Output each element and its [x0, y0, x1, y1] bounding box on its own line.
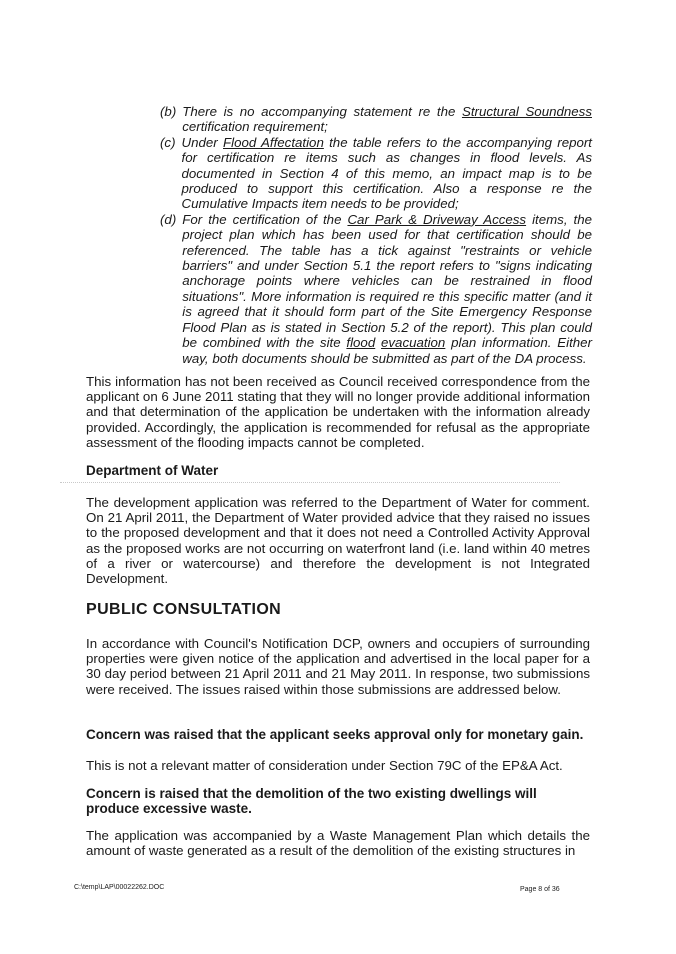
footer-file-path: C:\temp\LAP\00022262.DOC [74, 884, 165, 891]
list-item-d [160, 212, 592, 366]
concern-heading-2: Concern is raised that the demolition of the two existing dwellings will produce excessive waste. [86, 786, 537, 817]
paragraph-department-of-water: The development application was referred to the Department of Water for comment. On 21 April 2011, the Department of Water provided advice that they raised no issues to the proposed development and that it does not need a Controlled Activity Approval as the proposed works are not occurring on waterfront land (i.e. land within 40 metres of a river or watercourse) and therefore the development is not Integrated Development. [86, 495, 590, 587]
underlined-term: evacuation [381, 335, 446, 351]
underlined-term: flood [346, 335, 376, 351]
list-item-c [160, 135, 592, 212]
heading-divider [60, 482, 560, 483]
list-item-label: (d) [160, 211, 177, 227]
public-consultation-title: PUBLIC CONSULTATION [86, 601, 282, 618]
text-run: For the certification of the [182, 211, 348, 227]
concern-heading-1: Concern was raised that the applicant seeks approval only for monetary gain. [86, 727, 584, 742]
text-run: Under [181, 134, 223, 150]
list-item-text [182, 135, 592, 212]
underlined-term: Car Park & Driveway Access [347, 211, 527, 227]
department-of-water-heading: Department of Water [86, 463, 219, 478]
certification-list [160, 104, 592, 366]
list-item-b [160, 104, 592, 135]
response-paragraph-1: This is not a relevant matter of consideration under Section 79C of the EP&A Act. [86, 758, 563, 773]
underlined-term: Flood Affectation [223, 134, 324, 150]
list-item-text [182, 212, 592, 366]
text-run: plan information. Either way, both documents should be submitted as part of the DA process. [182, 335, 592, 366]
paragraph-consultation: In accordance with Council's Notification DCP, owners and occupiers of surrounding properties were given notice of the application and advertised in the local paper for a 30 day period between 21 April 2011 and 21 May 2011. In response, two submissions were received. The issues raised within those submissions are addressed below. [86, 636, 590, 697]
list-item-label: (c) [160, 134, 176, 150]
text-run: certification requirement; [182, 119, 328, 135]
list-item-text [182, 104, 592, 135]
list-item-label: (b) [160, 104, 177, 119]
response-paragraph-2: The application was accompanied by a Waste Management Plan which details the amount of waste generated as a result of the demolition of the existing structures in [86, 828, 590, 859]
underlined-term: Structural Soundness [461, 104, 592, 119]
text-run: There is no accompanying statement re the [182, 104, 462, 119]
footer-page-number: Page 8 of 36 [520, 886, 560, 893]
text-run: items, the project plan which has been used for that certification should be referenced. The table has a tick against "restraints or vehicle barriers" and under Section 5.1 the report refers to "signs indicating anchorage points where vehicles can be restrained in flood situations". More information is required re this specific matter (and it is agreed that it should form part of the Site Emergency Response Flood Plan as is stated in Section 5.2 of the report). This plan could be combined with the site [182, 211, 592, 351]
paragraph-info-not-received: This information has not been received as Council received correspondence from the applicant on 6 June 2011 stating that they will no longer provide additional information and that determination of the application be undertaken with the information already provided. Accordingly, the application is recommended for refusal as the appropriate assessment of the flooding impacts cannot be completed. [86, 374, 590, 450]
text-run: the table refers to the accompanying report for certification re items such as changes in flood levels. As documented in Section 4 of this memo, an impact map is to be produced to support this certification. Also a response re the Cumulative Impacts item needs to be provided; [181, 134, 593, 212]
